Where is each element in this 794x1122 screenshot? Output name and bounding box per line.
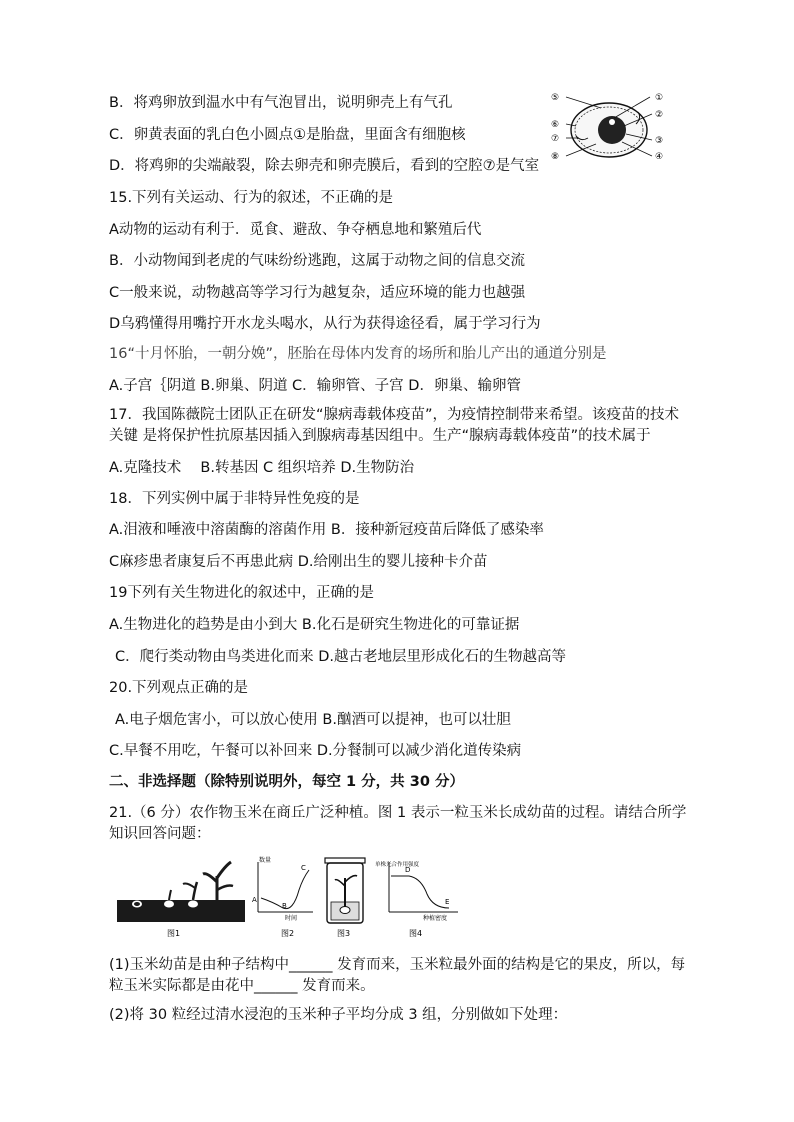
q16-options: A.子宫｛阴道 B.卵巢、阴道 C．输卵管、子宫 D．卵巢、输卵管: [109, 378, 521, 394]
figure-2-quantity-curve: [252, 856, 313, 938]
figure-4-x-label: 种植密度: [423, 915, 448, 922]
figure-2-point-a: A: [252, 896, 257, 904]
egg-label-7: ⑦: [551, 134, 560, 144]
q14-option-b: B．将鸡卵放到温水中有气泡冒出，说明卵壳上有气孔: [109, 95, 453, 111]
q18-options-ab: A.泪液和唾液中溶菌酶的溶菌作用 B．接种新冠疫苗后降低了感染率: [109, 522, 544, 538]
q21-part-2: (2)将 30 粒经过清水浸泡的玉米种子平均分成 3 组，分别做如下处理：: [109, 1007, 568, 1023]
q19-options-cd: C．爬行类动物由鸟类进化而来 D.越古老地层里形成化石的生物越高等: [115, 649, 567, 665]
egg-structure-diagram: [546, 88, 672, 172]
q17-stem: 17．我国陈薇院士团队正在研发“腺病毒载体疫苗”，为疫情控制带来希望。该疫苗的技术关键 是将保护性抗原基因插入到腺病毒基因组中。生产“腺病毒载体疫苗”的技术属于: [109, 407, 679, 444]
figure-4-caption: 图4: [409, 929, 423, 938]
q20-options-cd: C.早餐不用吃，午餐可以补回来 D.分餐制可以减少消化道传染病: [109, 743, 522, 759]
q15-option-b: B．小动物闻到老虎的气味纷纷逃跑，这属于动物之间的信息交流: [109, 253, 525, 269]
q19-stem: 19下列有关生物进化的叙述中，正确的是: [109, 585, 374, 601]
figure-2-point-c: C: [301, 864, 306, 872]
q20-stem: 20.下列观点正确的是: [109, 680, 249, 696]
q18-options-cd: C麻疹患者康复后不再患此病 D.给刚出生的婴儿接种卡介苗: [109, 554, 488, 570]
q21-part-1: (1)玉米幼苗是由种子结构中______ 发育而来，玉米粒最外面的结构是它的果皮，所以，每粒玉米实际都是由花中______ 发育而来。: [109, 957, 686, 994]
q16-stem: 16“十月怀胎，一朝分娩”，胚胎在母体内发育的场所和胎儿产出的通道分别是: [109, 346, 607, 362]
q15-option-a: A动物的运动有利于．觅食、避敌、争夺栖息地和繁殖后代: [109, 222, 482, 238]
figure-4-y-label: 单株光合作用强度: [375, 862, 420, 868]
egg-label-8: ⑧: [551, 152, 560, 162]
figure-1-seedling-growth: [117, 862, 245, 938]
q15-option-c: C一般来说，动物越高等学习行为越复杂，适应环境的能力也越强: [109, 285, 526, 301]
figure-4-photosynthesis-curve: [375, 860, 458, 938]
figure-1-caption: 图1: [167, 929, 181, 938]
egg-label-5: ⑤: [551, 93, 560, 103]
egg-label-3: ③: [655, 136, 664, 146]
q15-stem: 15.下列有关运动、行为的叙述，不正确的是: [109, 190, 394, 206]
q14-option-d: D．将鸡卵的尖端敲裂，除去卵壳和卵壳膜后，看到的空腔⑦是气室: [109, 158, 540, 174]
q20-options-ab: A.电子烟危害小，可以放心使用 B.酗酒可以提神，也可以壮胆: [115, 712, 511, 728]
q21-stem: 21.（6 分）农作物玉米在商丘广泛种植。图 1 表示一粒玉米长成幼苗的过程。请结合所学知识回答问题：: [109, 805, 687, 842]
egg-label-2: ②: [655, 110, 664, 120]
q15-option-d: D乌鸦懂得用嘴拧开水龙头喝水，从行为获得途径看，属于学习行为: [109, 316, 541, 332]
q14-option-c: C．卵黄表面的乳白色小圆点①是胎盘，里面含有细胞核: [109, 127, 466, 143]
figure-4-point-e: E: [445, 898, 450, 906]
q19-options-ab: A.生物进化的趋势是由小到大 B.化石是研究生物进化的可靠证据: [109, 617, 520, 633]
section-2-heading: 二、非选择题（除特别说明外，每空 1 分，共 30 分）: [109, 774, 464, 790]
figure-2-caption: 图2: [281, 929, 295, 938]
figure-2-point-b: B: [282, 902, 287, 910]
figure-3-caption: 图3: [337, 929, 351, 938]
egg-label-6: ⑥: [551, 120, 560, 130]
egg-label-4: ④: [655, 152, 664, 162]
figure-2-y-label: 数量: [259, 857, 272, 864]
figure-3-jar-seedling: [325, 858, 365, 938]
egg-label-1: ①: [655, 93, 664, 103]
figure-2-x-label: 时间: [285, 915, 298, 922]
q18-stem: 18．下列实例中属于非特异性免疫的是: [109, 491, 360, 507]
q17-options: A.克隆技术 B.转基因 C 组织培养 D.生物防治: [109, 460, 415, 476]
figure-4-point-d: D: [405, 866, 411, 874]
corn-figures-row: [113, 856, 478, 940]
